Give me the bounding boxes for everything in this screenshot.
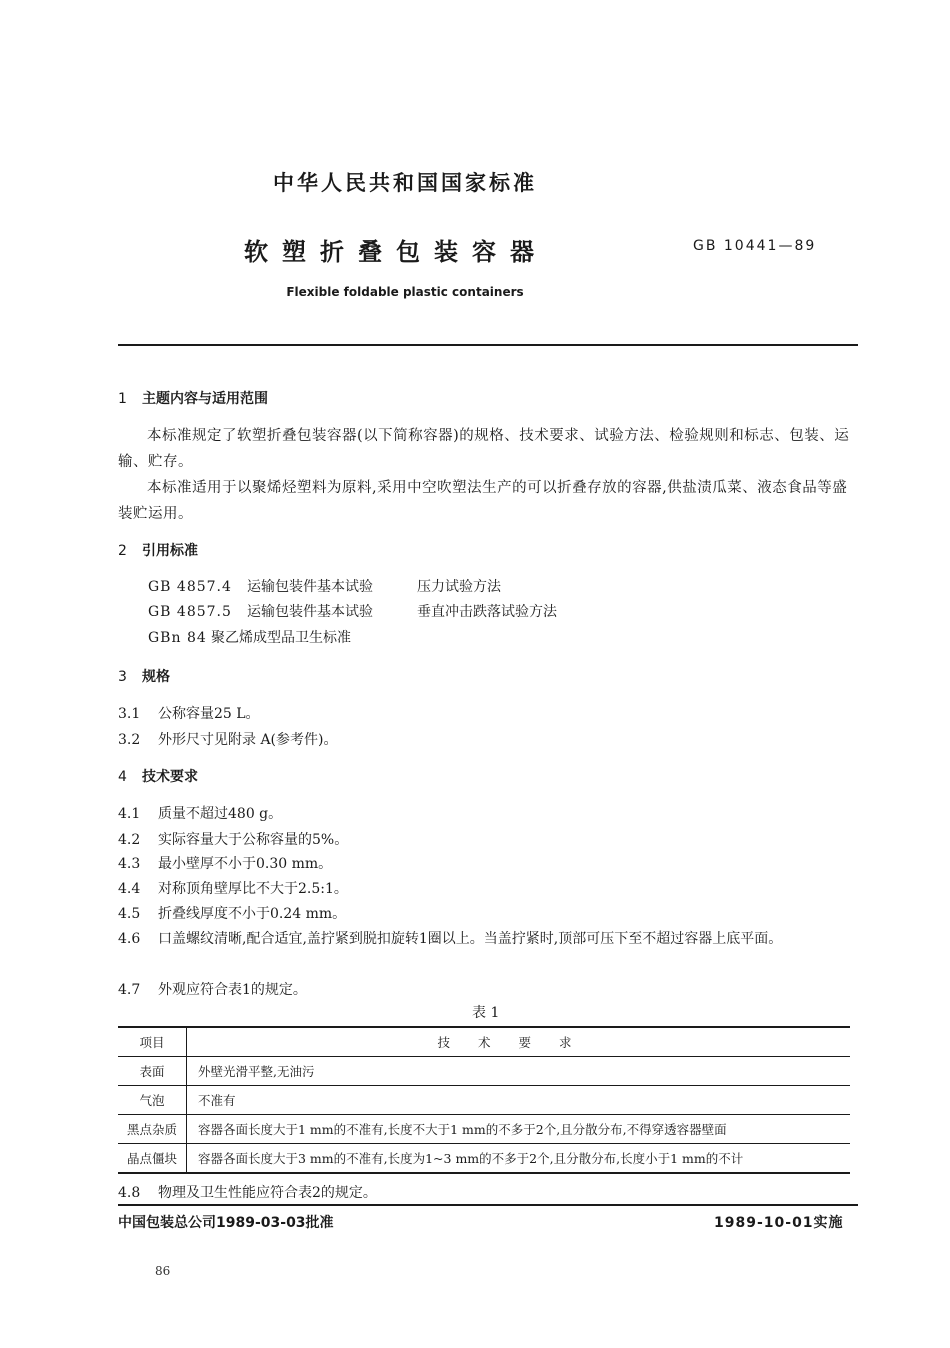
reference-code: GBn 84 [148,630,207,646]
section-3-heading [118,666,170,686]
table-row [118,1086,850,1115]
clause-number: 4.6 [118,931,141,947]
section-2-heading [118,540,198,560]
column-header-item: 项目 [118,1027,187,1057]
paragraph: 本标准规定了软塑折叠包装容器(以下简称容器)的规格、技术要求、试验方法、检验规则和标志、包装、运输、贮存。 [118,428,850,470]
section-number: 4 [118,769,127,785]
row-requirement: 容器各面长度大于3 mm的不准有,长度为1~3 mm的不多于2个,且分散分布,长度小于1 mm的不计 [187,1144,851,1174]
row-requirement: 容器各面长度大于1 mm的不准有,长度不大于1 mm的不多于2个,且分散分布,不得穿透容器壁面 [187,1115,851,1144]
clause-text: 实际容量大于公称容量的5%。 [158,832,349,848]
clause-item [118,729,337,749]
page-number: 86 [155,1264,171,1278]
clause-number: 4.7 [118,982,141,998]
clause-item [118,1182,377,1202]
row-item: 表面 [118,1057,187,1086]
reference-item [148,627,351,647]
table-header-row [118,1027,850,1057]
paragraph: 本标准适用于以聚烯烃塑料为原料,采用中空吹塑法生产的可以折叠存放的容器,供盐渍瓜菜、液态食品等盛装贮运用。 [118,480,848,522]
national-standard-heading: 中华人民共和国国家标准 [273,171,537,195]
clause-text: 公称容量25 L。 [158,706,260,722]
table-caption: 表 1 [472,1005,500,1021]
row-requirement: 外壁光滑平整,无油污 [187,1057,851,1086]
section-number: 3 [118,669,127,685]
clause-number: 4.4 [118,881,141,897]
row-item: 黑点杂质 [118,1115,187,1144]
section-4-heading [118,766,198,786]
document-title: 软塑折叠包装容器 [244,238,548,266]
table-row [118,1057,850,1086]
column-header-requirement: 技术要求 [187,1027,851,1057]
clause-number: 4.3 [118,856,141,872]
clause-text: 质量不超过480 g。 [158,806,283,822]
reference-item [148,601,557,621]
clause-text: 最小壁厚不小于0.30 mm。 [158,856,333,872]
clause-number: 4.5 [118,906,141,922]
clause-item [118,903,346,923]
row-requirement: 不准有 [187,1086,851,1115]
effective-date: 1989-10-01实施 [714,1215,844,1231]
document-title-english: Flexible foldable plastic containers [286,285,524,299]
reference-subtitle: 垂直冲击跌落试验方法 [417,604,557,620]
section-number: 1 [118,391,127,407]
clause-text: 折叠线厚度不小于0.24 mm。 [158,906,347,922]
reference-code: GB 4857.4 [148,579,232,595]
clause-number: 3.2 [118,732,141,748]
standard-code: GB 10441—89 [693,238,817,254]
section-title: 技术要求 [142,769,198,785]
reference-subtitle: 压力试验方法 [417,579,501,595]
table-1 [118,1026,850,1174]
clause-text: 外观应符合表1的规定。 [158,982,307,998]
clause-number: 4.1 [118,806,141,822]
section-number: 2 [118,543,127,559]
clause-item [118,853,332,873]
section-title: 主题内容与适用范围 [142,391,268,407]
clause-item [118,928,860,951]
footer-divider [118,1204,858,1206]
clause-item [118,703,260,723]
section-1-body [118,423,860,527]
row-item: 气泡 [118,1086,187,1115]
approval-line: 中国包装总公司1989-03-03批准 [118,1215,334,1231]
clause-number: 3.1 [118,706,141,722]
clause-number: 4.8 [118,1185,141,1201]
clause-text: 对称顶角壁厚比不大于2.5:1。 [158,881,348,897]
clause-item [118,803,282,823]
reference-item [148,576,501,596]
section-1-heading [118,388,268,408]
clause-text: 外形尺寸见附录 A(参考件)。 [158,732,338,748]
clause-item [118,878,348,898]
clause-item [118,979,307,999]
table-row [118,1144,850,1174]
reference-code: GB 4857.5 [148,604,232,620]
clause-text: 口盖螺纹清晰,配合适宜,盖拧紧到脱扣旋转1圈以上。当盖拧紧时,顶部可压下至不超过容器上底平面。 [158,931,783,947]
clause-text: 物理及卫生性能应符合表2的规定。 [158,1185,377,1201]
section-title: 引用标准 [142,543,198,559]
clause-item [118,829,348,849]
header-divider [118,344,858,346]
reference-title: 运输包装件基本试验 [247,579,373,595]
clause-number: 4.2 [118,832,141,848]
section-title: 规格 [142,669,170,685]
reference-title: 运输包装件基本试验 [247,604,373,620]
row-item: 晶点僵块 [118,1144,187,1174]
reference-title: 聚乙烯成型品卫生标准 [211,630,351,646]
table-row [118,1115,850,1144]
